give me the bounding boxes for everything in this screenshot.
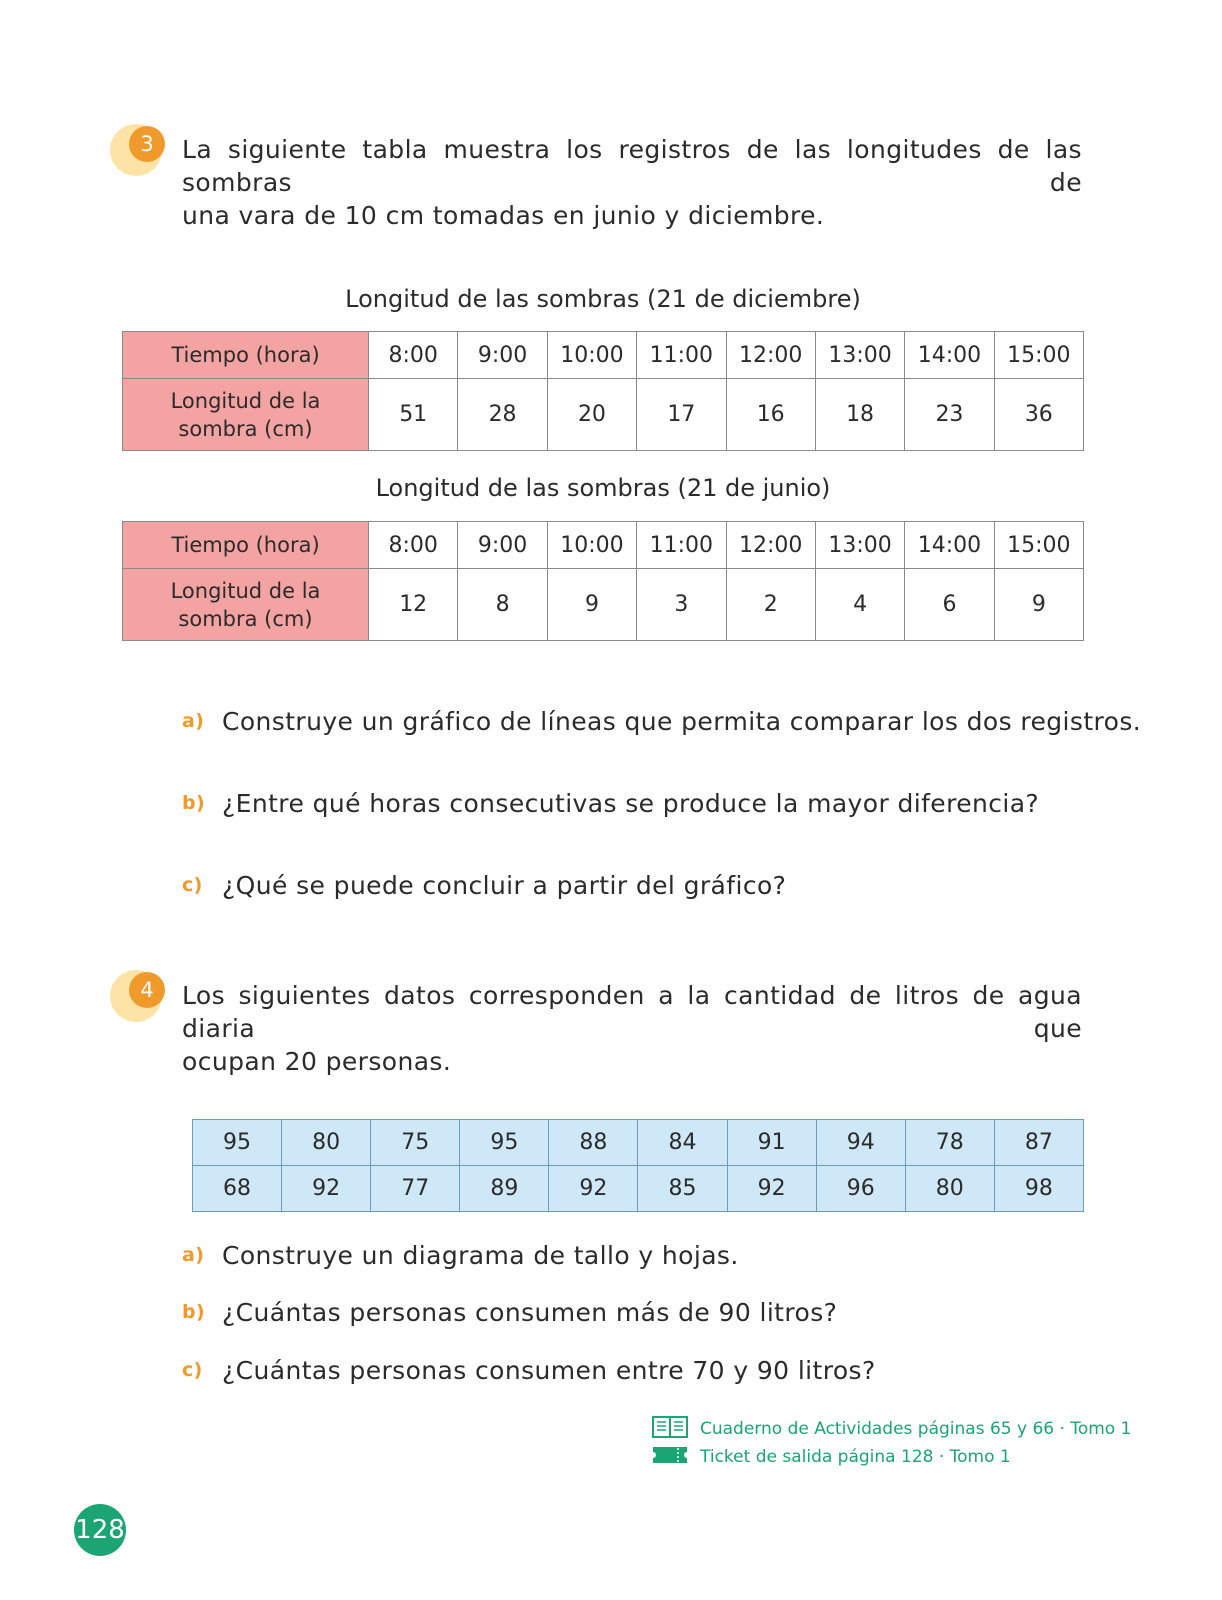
- length-cell: 36: [994, 379, 1083, 451]
- exercise-number-4: 4: [129, 972, 165, 1008]
- time-cell: 15:00: [994, 332, 1083, 379]
- length-cell: 6: [905, 569, 994, 641]
- time-cell: 9:00: [458, 332, 547, 379]
- time-cell: 12:00: [726, 332, 815, 379]
- question-letter: a): [182, 1244, 205, 1266]
- row-header-length: Longitud de la sombra (cm): [123, 569, 369, 641]
- time-cell: 14:00: [905, 522, 994, 569]
- exercise-number-3: 3: [129, 126, 165, 162]
- data-cell: 95: [460, 1120, 549, 1166]
- question-3a: [182, 707, 1141, 736]
- exercise-4-statement: Los siguientes datos corresponden a la cantidad de litros de agua diaria que ocupan 20 personas.: [182, 981, 1082, 1076]
- question-text: Construye un diagrama de tallo y hojas.: [222, 1241, 739, 1270]
- exercise-number-badge-4: [110, 968, 170, 1024]
- row-header-time: Tiempo (hora): [123, 332, 369, 379]
- data-cell: 78: [905, 1120, 994, 1166]
- data-cell: 68: [193, 1166, 282, 1212]
- ticket-icon: [652, 1444, 688, 1466]
- exercise-3-statement: La siguiente tabla muestra los registros de las longitudes de las sombras de una vara de 10 cm tomadas en junio y diciembre.: [182, 135, 1082, 230]
- question-letter: c): [182, 874, 203, 896]
- shadow-table-june: [122, 521, 1084, 641]
- question-3c: [182, 871, 786, 900]
- question-letter: c): [182, 1359, 203, 1381]
- data-cell: 84: [638, 1120, 727, 1166]
- data-cell: 92: [727, 1166, 816, 1212]
- length-cell: 16: [726, 379, 815, 451]
- length-cell: 18: [815, 379, 904, 451]
- data-cell: 80: [282, 1120, 371, 1166]
- data-cell: 96: [816, 1166, 905, 1212]
- question-letter: a): [182, 710, 205, 732]
- row-header-time: Tiempo (hora): [123, 522, 369, 569]
- data-cell: 75: [371, 1120, 460, 1166]
- length-cell: 3: [637, 569, 726, 641]
- question-letter: b): [182, 792, 206, 814]
- time-cell: 10:00: [547, 522, 636, 569]
- data-cell: 91: [727, 1120, 816, 1166]
- question-4c: [182, 1356, 876, 1385]
- time-cell: 15:00: [994, 522, 1083, 569]
- time-cell: 8:00: [369, 522, 458, 569]
- time-cell: 10:00: [547, 332, 636, 379]
- time-cell: 12:00: [726, 522, 815, 569]
- time-cell: 13:00: [815, 522, 904, 569]
- exercise-number-badge-3: [110, 122, 170, 178]
- question-text: ¿Cuántas personas consumen más de 90 litros?: [222, 1298, 838, 1327]
- length-cell: 51: [369, 379, 458, 451]
- ticket-reference: [652, 1444, 1011, 1467]
- length-cell: 2: [726, 569, 815, 641]
- question-4b: [182, 1298, 837, 1327]
- length-cell: 20: [547, 379, 636, 451]
- question-text: ¿Cuántas personas consumen entre 70 y 90 litros?: [222, 1356, 876, 1385]
- length-cell: 23: [905, 379, 994, 451]
- workbook-reference-text: Cuaderno de Actividades páginas 65 y 66 · Tomo 1: [700, 1419, 1132, 1439]
- data-cell: 85: [638, 1166, 727, 1212]
- question-text: ¿Qué se puede concluir a partir del gráfico?: [222, 871, 787, 900]
- time-cell: 8:00: [369, 332, 458, 379]
- length-cell: 9: [994, 569, 1083, 641]
- length-cell: 28: [458, 379, 547, 451]
- water-data-table: [192, 1119, 1084, 1212]
- time-cell: 13:00: [815, 332, 904, 379]
- question-3b: [182, 789, 1039, 818]
- data-cell: 98: [994, 1166, 1083, 1212]
- workbook-reference: [652, 1416, 1131, 1439]
- length-cell: 12: [369, 569, 458, 641]
- question-text: Construye un gráfico de líneas que permita comparar los dos registros.: [222, 707, 1142, 736]
- data-cell: 94: [816, 1120, 905, 1166]
- ticket-reference-text: Ticket de salida página 128 · Tomo 1: [700, 1447, 1011, 1467]
- time-cell: 14:00: [905, 332, 994, 379]
- data-cell: 92: [282, 1166, 371, 1212]
- table-caption-june: Longitud de las sombras (21 de junio): [375, 474, 831, 502]
- data-cell: 88: [549, 1120, 638, 1166]
- time-cell: 11:00: [637, 522, 726, 569]
- time-cell: 11:00: [637, 332, 726, 379]
- page-number: 128: [74, 1504, 126, 1556]
- shadow-table-december: [122, 331, 1084, 451]
- data-cell: 92: [549, 1166, 638, 1212]
- data-cell: 80: [905, 1166, 994, 1212]
- question-4a: [182, 1241, 739, 1270]
- row-header-length: Longitud de la sombra (cm): [123, 379, 369, 451]
- data-cell: 89: [460, 1166, 549, 1212]
- length-cell: 9: [547, 569, 636, 641]
- length-cell: 4: [815, 569, 904, 641]
- time-cell: 9:00: [458, 522, 547, 569]
- data-cell: 95: [193, 1120, 282, 1166]
- data-cell: 87: [994, 1120, 1083, 1166]
- table-caption-december: Longitud de las sombras (21 de diciembre): [345, 285, 861, 313]
- length-cell: 17: [637, 379, 726, 451]
- question-text: ¿Entre qué horas consecutivas se produce la mayor diferencia?: [222, 789, 1040, 818]
- open-book-icon: [652, 1416, 688, 1438]
- data-cell: 77: [371, 1166, 460, 1212]
- question-letter: b): [182, 1301, 206, 1323]
- length-cell: 8: [458, 569, 547, 641]
